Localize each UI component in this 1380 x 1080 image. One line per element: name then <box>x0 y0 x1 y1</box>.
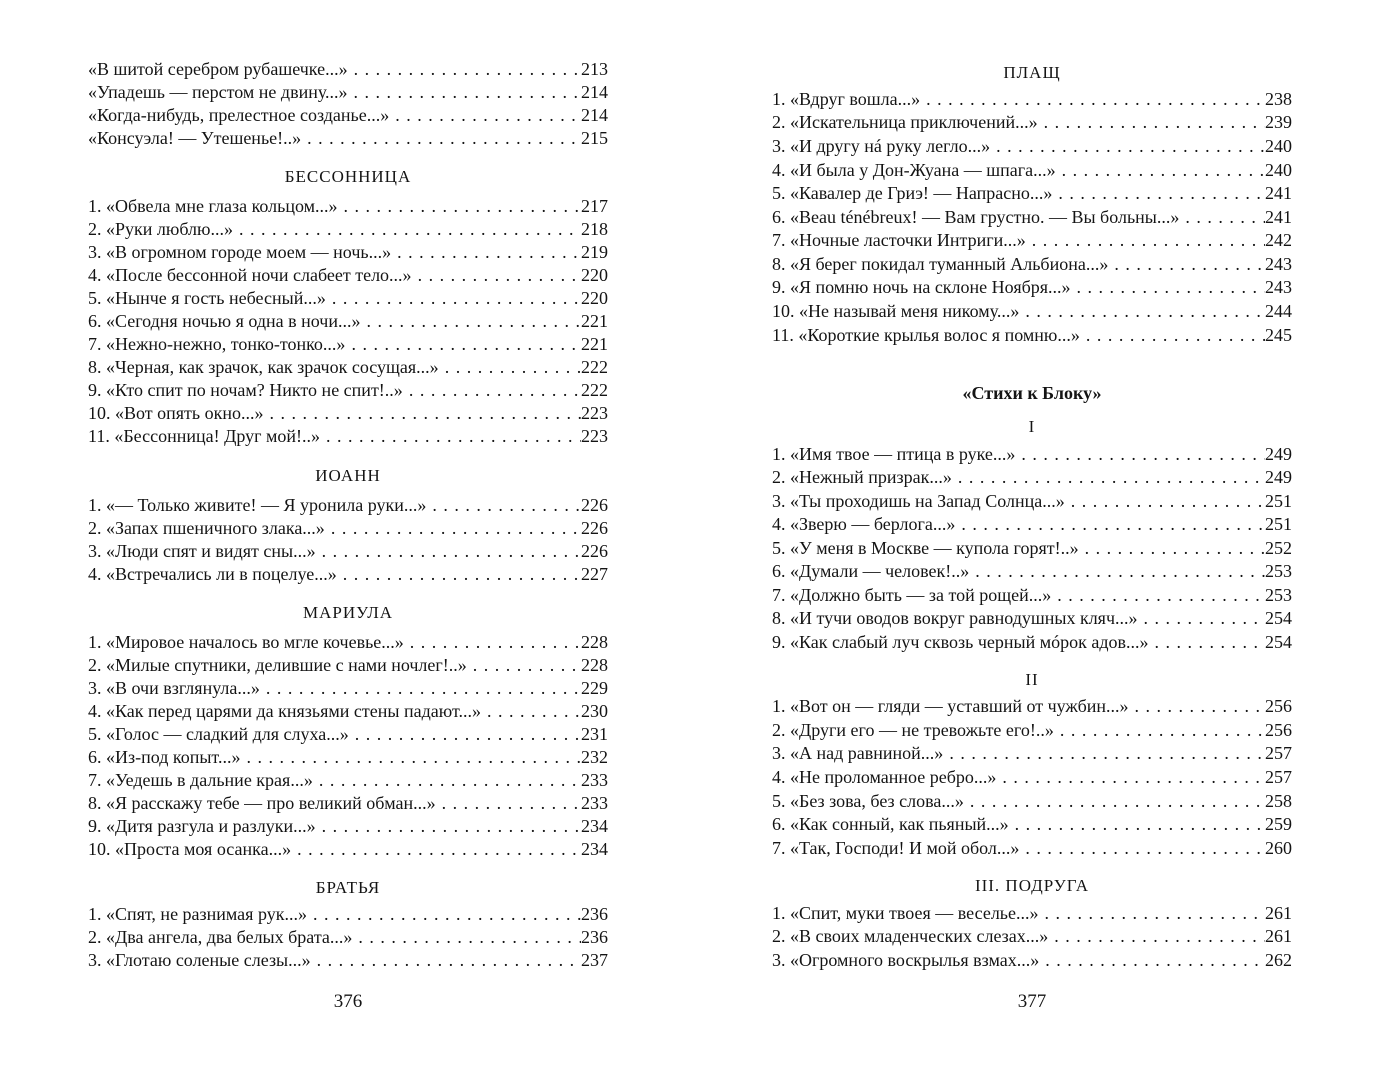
toc-entry: 11. «Короткие крылья волос я помню...» . . . 245 <box>772 323 1292 347</box>
toc-entry: 8. «Я берег покидал туманный Альбиона...» . . . 243 <box>772 252 1292 276</box>
toc-entry: 7. «Нежно-нежно, тонко-тонко...» . . . 221 <box>88 332 608 356</box>
toc-entry: «Консуэла! — Утешенье!..» . . . 215 <box>88 126 608 150</box>
toc-entry: 9. «Я помню ночь на склоне Ноября...» . . . 243 <box>772 275 1292 299</box>
toc-entry: 9. «Кто спит по ночам? Никто не спит!..» . . . 222 <box>88 378 608 402</box>
section-heading: ПЛАЩ <box>1003 63 1061 82</box>
page-number: 376 <box>333 991 363 1012</box>
toc-entry: 9. «Как слабый луч сквозь черный мóрок адов...» . . . 254 <box>772 630 1292 654</box>
toc-entry: 8. «Я расскажу тебе — про великий обман...» . . . 233 <box>88 791 608 815</box>
toc-entry: «Упадешь — перстом не двину...» . . . 214 <box>88 80 608 104</box>
toc-entry: 4. «Зверю — берлога...» . . . 251 <box>772 512 1292 536</box>
toc-entry: 6. «Думали — человек!..» . . . 253 <box>772 559 1292 583</box>
toc-entry: 1. «Обвела мне глаза кольцом...» . . . 217 <box>88 194 608 218</box>
toc-entry: «В шитой серебром рубашечке...» . . . 213 <box>88 57 608 81</box>
toc-entry: 10. «Не называй меня никому...» . . . 244 <box>772 299 1292 323</box>
toc-entry: 2. «Нежный призрак...» . . . 249 <box>772 465 1292 489</box>
toc-entry: 4. «И была у Дон-Жуана — шпага...» . . . 240 <box>772 158 1292 182</box>
toc-entry: 2. «Милые спутники, делившие с нами ночлег!..» . . . 228 <box>88 653 608 677</box>
toc-entry: 3. «Ты проходишь на Запад Солнца...» . . . 251 <box>772 489 1292 513</box>
toc-entry: 5. «Кавалер де Гриэ! — Напрасно...» . . . 241 <box>772 181 1292 205</box>
toc-entry: 3. «В очи взглянула...» . . . 229 <box>88 676 608 700</box>
cycle-title: «Стихи к Блоку» <box>962 383 1102 403</box>
toc-entry: «Когда-нибудь, прелестное созданье...» . . . 214 <box>88 103 608 127</box>
toc-entry: 6. «Сегодня ночью я одна в ночи...» . . . 221 <box>88 309 608 333</box>
toc-entry: 1. «— Только живите! — Я уронила руки...» . . . 226 <box>88 493 608 517</box>
section-heading: БРАТЬЯ <box>315 878 381 897</box>
toc-entry: 9. «Дитя разгула и разлуки...» . . . 234 <box>88 814 608 838</box>
toc-entry: 2. «Запах пшеничного злака...» . . . 226 <box>88 516 608 540</box>
toc-entry: 1. «Вот он — гляди — уставший от чужбин...» . . . 256 <box>772 694 1292 718</box>
section-heading: БЕССОННИЦА <box>284 167 412 186</box>
toc-entry: 11. «Бессонница! Друг мой!..» . . . 223 <box>88 424 608 448</box>
toc-entry: 5. «У меня в Москве — купола горят!..» . . . 252 <box>772 536 1292 560</box>
toc-entry: 3. «И другу нá руку легло...» . . . 240 <box>772 134 1292 158</box>
toc-entry: 2. «Руки люблю...» . . . 218 <box>88 217 608 241</box>
toc-entry: 6. «Beau ténébreux! — Вам грустно. — Вы больны...» . . . 241 <box>772 205 1292 229</box>
toc-entry: 1. «Вдруг вошла...» . . . 238 <box>772 87 1292 111</box>
part-heading: II <box>1025 670 1039 689</box>
toc-entry: 3. «В огромном городе моем — ночь...» . . . 219 <box>88 240 608 264</box>
toc-entry: 10. «Вот опять окно...» . . . 223 <box>88 401 608 425</box>
section-heading: МАРИУЛА <box>302 603 394 622</box>
page-number: 377 <box>1017 991 1047 1012</box>
toc-entry: 5. «Без зова, без слова...» . . . 258 <box>772 789 1292 813</box>
toc-entry: 1. «Спят, не разнимая рук...» . . . 236 <box>88 902 608 926</box>
toc-entry: 1. «Имя твое — птица в руке...» . . . 249 <box>772 442 1292 466</box>
toc-entry: 7. «Так, Господи! И мой обол...» . . . 260 <box>772 836 1292 860</box>
part-heading: III. ПОДРУГА <box>974 876 1090 895</box>
toc-entry: 3. «А над равниной...» . . . 257 <box>772 741 1292 765</box>
toc-entry: 4. «Как перед царями да князьями стены падают...» . . . 230 <box>88 699 608 723</box>
toc-entry: 8. «Черная, как зрачок, как зрачок сосущая...» . . . 222 <box>88 355 608 379</box>
part-heading: I <box>1028 417 1036 436</box>
toc-entry: 2. «Искательница приключений...» . . . 239 <box>772 110 1292 134</box>
toc-entry: 2. «В своих младенческих слезах...» . . . 261 <box>772 924 1292 948</box>
toc-entry: 4. «Встречались ли в поцелуе...» . . . 227 <box>88 562 608 586</box>
toc-entry: 1. «Спит, муки твоея — веселье...» . . . 261 <box>772 901 1292 925</box>
toc-entry: 2. «Други его — не тревожьте его!..» . . . 256 <box>772 718 1292 742</box>
toc-entry: 4. «Не проломанное ребро...» . . . 257 <box>772 765 1292 789</box>
toc-entry: 1. «Мировое началось во мгле кочевье...» . . . 228 <box>88 630 608 654</box>
toc-entry: 7. «Уедешь в дальние края...» . . . 233 <box>88 768 608 792</box>
toc-entry: 10. «Проста моя осанка...» . . . 234 <box>88 837 608 861</box>
section-heading: ИОАНН <box>315 466 381 485</box>
toc-entry: 6. «Из-под копыт...» . . . 232 <box>88 745 608 769</box>
toc-entry: 7. «Должно быть — за той рощей...» . . . 253 <box>772 583 1292 607</box>
toc-entry: 6. «Как сонный, как пьяный...» . . . 259 <box>772 812 1292 836</box>
toc-entry: 3. «Огромного воскрылья взмах...» . . . 262 <box>772 948 1292 972</box>
toc-entry: 3. «Глотаю соленые слезы...» . . . 237 <box>88 948 608 972</box>
toc-entry: 5. «Нынче я гость небесный...» . . . 220 <box>88 286 608 310</box>
toc-entry: 5. «Голос — сладкий для слуха...» . . . 231 <box>88 722 608 746</box>
toc-entry: 2. «Два ангела, два белых брата...» . . . 236 <box>88 925 608 949</box>
toc-entry: 4. «После бессонной ночи слабеет тело...» . . . 220 <box>88 263 608 287</box>
toc-entry: 3. «Люди спят и видят сны...» . . . 226 <box>88 539 608 563</box>
toc-entry: 8. «И тучи оводов вокруг равнодушных кляч...» . . . 254 <box>772 606 1292 630</box>
toc-entry: 7. «Ночные ласточки Интриги...» . . . 242 <box>772 228 1292 252</box>
